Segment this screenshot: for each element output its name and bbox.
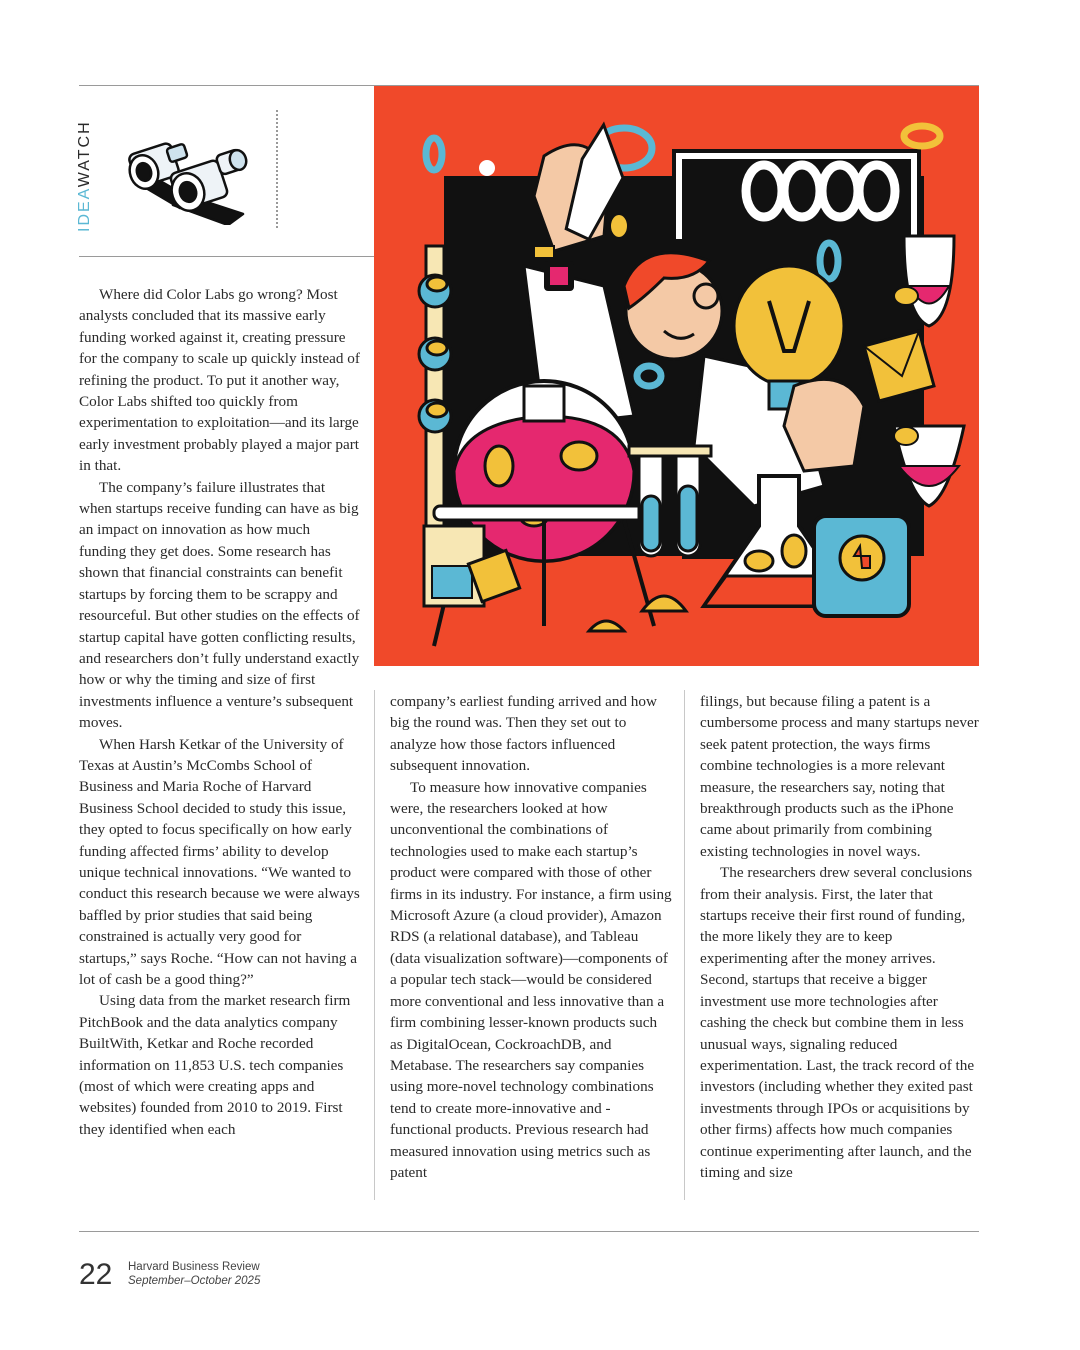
header-rule <box>79 256 374 257</box>
binoculars-icon <box>118 130 258 225</box>
paragraph: filings, but because filing a patent is a cumbersome process and many startups never seek patent protection, the ways firms combine technologies is a more relevant measure, the researchers say, noting that breakthrough products such as the iPhone came about primarily from combining existing technologies in novel ways. <box>700 693 979 860</box>
paragraph: When Harsh Ketkar of the University of Texas at Austin’s McCombs School of Business and Maria Roche of Harvard Business School decided to study this issue, they opted to focus specifically on how early funding affected firms’ ability to develop unique technical innovations. “We wanted to conduct this research because we were always baffled by prior studies that said being constrained is actually very good for startups,” says Roche. “How can not having a lot of cash be a good thing?” <box>79 735 360 988</box>
dotted-divider <box>276 110 278 228</box>
publication-info <box>128 1260 260 1288</box>
article-column-3 <box>700 691 982 1183</box>
article-column-2 <box>390 691 672 1183</box>
paragraph: The researchers drew several conclusions from their analysis. First, the later that startups receive their first round of funding, the more likely they are to keep experimenting after the money arrives. Second, startups that receive a bigger investment use more technologies after cashing the check but combine them in less unusual ways, signaling reduced experimentation. Last, the track record of the investors (including whether they exited past investments through IPOs or acquisitions by other firms) affects how much companies continue experimenting after launch, and the timing and size <box>700 864 975 1181</box>
paragraph: The company’s failure illustrates that when startups receive funding can have as big an impact on innovation as how much funding they get does. Some research has shown that financial constraints can benefit startups by forcing them to be scrappy and resourceful. But other studies on the effects of startup capital have gotten conflicting results, and researchers don’t fully understand exactly how or why the timing and size of first investments influence a venture’s subsequent moves. <box>79 478 360 732</box>
paragraph: Using data from the market research firm PitchBook and the data analytics company BuiltWith, Ketkar and Roche recorded information on 11,853 U.S. tech companies (most of which were creating apps and websites) founded from 2010 to 2019. First they identified when each <box>79 992 351 1138</box>
publication-name: Harvard Business Review <box>128 1261 260 1273</box>
issue-date: September–October 2025 <box>128 1275 261 1287</box>
article-column-1 <box>79 284 361 1140</box>
column-divider <box>374 690 375 1200</box>
section-label-idea: IDEA <box>76 187 93 232</box>
column-divider <box>684 690 685 1200</box>
footer-rule <box>79 1231 979 1232</box>
paragraph: company’s earliest funding arrived and how big the round was. Then they set out to analyze how those factors influenced subsequent innovation. <box>390 693 657 775</box>
section-label-watch: WATCH <box>76 120 93 188</box>
section-label <box>76 120 94 232</box>
paragraph: Where did Color Labs go wrong? Most analysts concluded that its massive early funding worked against it, creating pressure for the company to scale up quickly instead of refining the product. To put it another way, Color Labs shifted too quickly from experimentation to exploitation—and its large early investment probably played a major part in that. <box>79 286 360 475</box>
page-number: 22 <box>79 1258 113 1291</box>
lab-scientist-illustration <box>374 86 979 666</box>
paragraph: To measure how innovative companies were, the researchers looked at how unconventional the combinations of technologies used to make each startup’s product were compared with those of other firms in its industry. For instance, a firm using Microsoft Azure (a cloud provider), Amazon RDS (a relational database), and Tableau (data visualization software)—components of a popular tech stack—would be considered more conventional and less innovative than a firm combining lesser-known products such as DigitalOcean, CockroachDB, and Metabase. The researchers say companies using more-novel technology combinations tend to create more-innovative and -functional products. Previous research had measured innovation using metrics such as patent <box>390 778 672 1181</box>
